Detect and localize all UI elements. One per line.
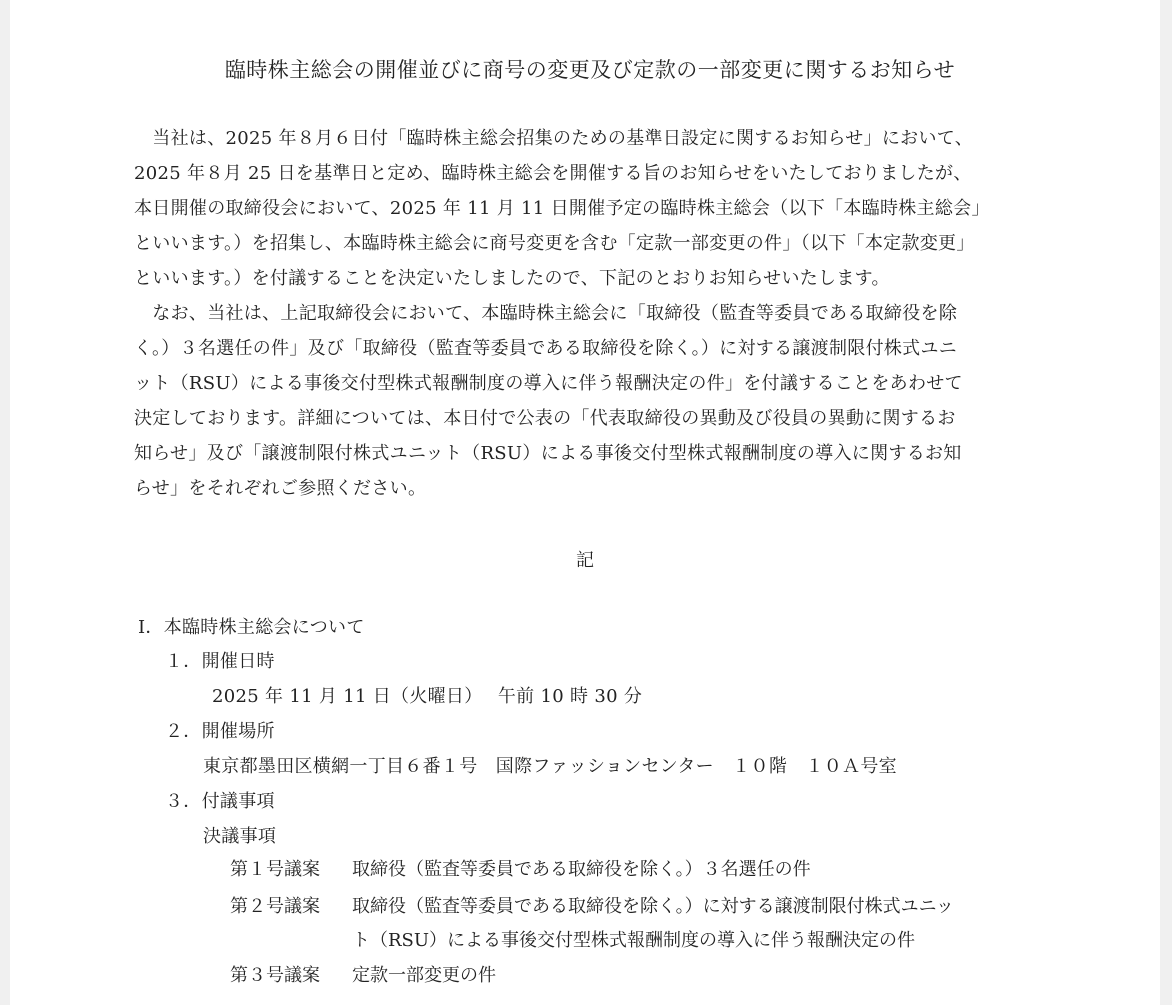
proposal-2-text-line-1: 取締役（監査等委員である取締役を除く。）に対する譲渡制限付株式ユニッ — [352, 896, 954, 917]
item-3-sublabel: 決議事項 — [203, 826, 277, 847]
intro-p1-line-1: 当社は、2025 年８月６日付「臨時株主総会招集のための基準日設定に関するお知らせ」において、 — [134, 128, 974, 149]
item-2-label: ２．開催場所 — [165, 721, 275, 742]
intro-p1-line-2: 2025 年８月 25 日を基準日と定め、臨時株主総会を開催する旨のお知らせをいたしておりましたが、 — [134, 163, 972, 184]
intro-p2-line-2: く。）３名選任の件」及び「取締役（監査等委員である取締役を除く。）に対する譲渡制限付株式ユニ — [134, 338, 958, 359]
proposal-3-text: 定款一部変更の件 — [352, 965, 496, 986]
proposal-3-number: 第３号議案 — [230, 965, 320, 986]
item-1-value: 2025 年 11 月 11 日（火曜日） 午前 10 時 30 分 — [212, 686, 643, 707]
proposal-2-number: 第２号議案 — [230, 896, 320, 917]
item-1-label: １．開催日時 — [165, 651, 275, 672]
intro-p2-line-5: 知らせ」及び「譲渡制限付株式ユニット（RSU）による事後交付型株式報酬制度の導入に関するお知 — [134, 443, 962, 464]
section-1-heading: Ⅰ．本臨時株主総会について — [138, 617, 365, 638]
intro-p2-line-1: なお、当社は、上記取締役会において、本臨時株主総会に「取締役（監査等委員である取締役を除 — [134, 303, 958, 324]
intro-p1-line-5: といいます。）を付議することを決定いたしましたので、下記のとおりお知らせいたします。 — [134, 268, 890, 289]
item-2-value: 東京都墨田区横網一丁目６番１号 国際ファッションセンター １０階 １０Ａ号室 — [203, 756, 897, 777]
intro-p2-line-6: らせ」をそれぞれご参照ください。 — [134, 478, 427, 499]
proposal-1-text: 取締役（監査等委員である取締役を除く。）３名選任の件 — [352, 859, 811, 880]
intro-p1-line-4: といいます。）を招集し、本臨時株主総会に商号変更を含む「定款一部変更の件」（以下「本定款変更」 — [134, 233, 975, 254]
intro-p2-line-3: ット（RSU）による事後交付型株式報酬制度の導入に伴う報酬決定の件」を付議することをあわせて — [134, 373, 963, 394]
document-title: 臨時株主総会の開催並びに商号の変更及び定款の一部変更に関するお知らせ — [224, 58, 956, 82]
document-page — [10, 0, 1160, 1005]
intro-p1-line-3: 本日開催の取締役会において、2025 年 11 月 11 日開催予定の臨時株主総会（以下「本臨時株主総会」 — [134, 198, 990, 219]
ki-marker: 記 — [576, 550, 594, 571]
item-3-label: ３．付議事項 — [165, 791, 275, 812]
proposal-1-number: 第１号議案 — [230, 859, 320, 880]
proposal-2-text-line-2: ト（RSU）による事後交付型株式報酬制度の導入に伴う報酬決定の件 — [352, 930, 916, 951]
intro-p2-line-4: 決定しております。詳細については、本日付で公表の「代表取締役の異動及び役員の異動に関するお — [134, 408, 956, 429]
